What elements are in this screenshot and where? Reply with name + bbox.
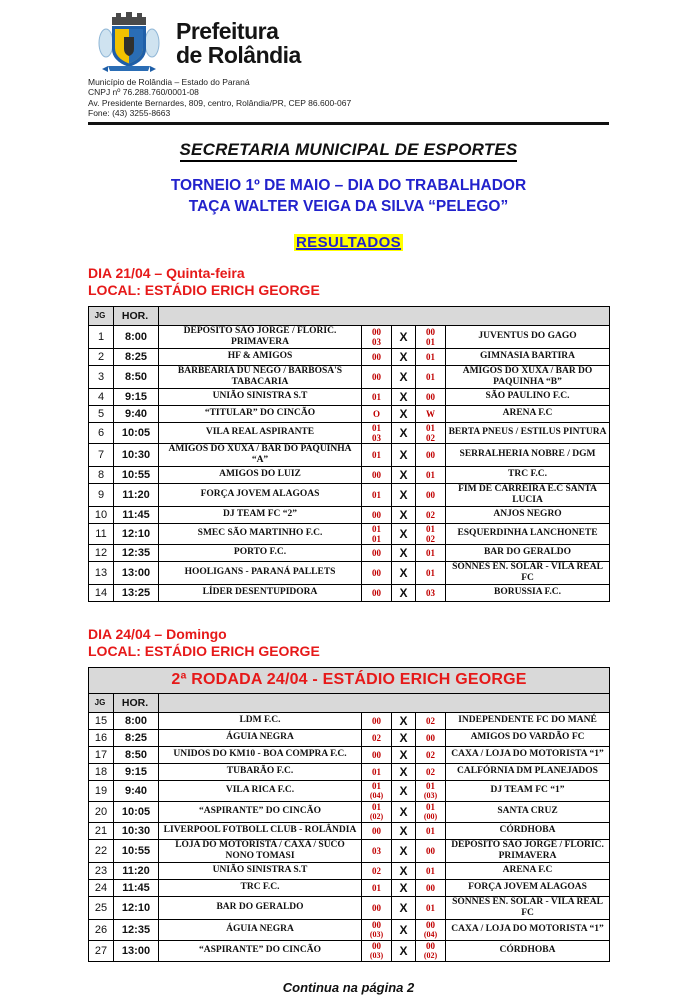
- results-table-day1: [88, 306, 610, 602]
- home-team: UNIÃO SINISTRA S.T: [159, 862, 362, 879]
- match-number: 15: [89, 712, 114, 729]
- coat-of-arms-icon: [98, 9, 160, 73]
- home-score: 01: [362, 483, 392, 506]
- away-score: 02: [416, 506, 446, 523]
- home-score: 03: [362, 839, 392, 862]
- home-score: 01: [362, 388, 392, 405]
- home-score: 01 (02): [362, 801, 392, 822]
- match-number: 14: [89, 584, 114, 601]
- away-team: ANJOS NEGRO: [446, 506, 610, 523]
- score-separator: X: [392, 746, 416, 763]
- home-team: LDM F.C.: [159, 712, 362, 729]
- table2-header: [89, 667, 610, 712]
- match-time: 13:00: [114, 561, 159, 584]
- away-score: 01: [416, 822, 446, 839]
- home-team: SMEC SÃO MARTINHO F.C.: [159, 523, 362, 544]
- home-team: LIVERPOOL FOTBOLL CLUB - ROLÂNDIA: [159, 822, 362, 839]
- match-time: 10:55: [114, 839, 159, 862]
- away-team: FIM DE CARREIRA E.C SANTA LUCIA: [446, 483, 610, 506]
- score-separator: X: [392, 763, 416, 780]
- home-team: UNIDOS DO KM10 - BOA COMPRA F.C.: [159, 746, 362, 763]
- match-row: [89, 879, 610, 896]
- match-time: 8:25: [114, 729, 159, 746]
- away-team: CAXA / LOJA DO MOTORISTA “1”: [446, 919, 610, 940]
- table2-body: [89, 712, 610, 961]
- section2-day: DIA 24/04 – Domingo: [88, 625, 227, 642]
- home-score: O: [362, 405, 392, 422]
- page-footer: Continua na página 2: [282, 979, 415, 995]
- match-number: 25: [89, 896, 114, 919]
- match-row: [89, 388, 610, 405]
- home-team: “ASPIRANTE” DO CINCÃO: [159, 940, 362, 961]
- section2-local: LOCAL: ESTÁDIO ERICH GEORGE: [88, 642, 320, 659]
- home-team: UNIÃO SINISTRA S.T: [159, 388, 362, 405]
- match-row: [89, 544, 610, 561]
- away-score: W: [416, 405, 446, 422]
- score-separator: X: [392, 561, 416, 584]
- away-score: 01: [416, 896, 446, 919]
- home-score: 00 03: [362, 325, 392, 348]
- away-score: 01 02: [416, 422, 446, 443]
- away-score: 00 (04): [416, 919, 446, 940]
- home-score: 01 03: [362, 422, 392, 443]
- score-separator: X: [392, 712, 416, 729]
- match-number: 26: [89, 919, 114, 940]
- home-team: BARBEARIA DU NEGO / BARBOSA'S TABACARIA: [159, 365, 362, 388]
- home-score: 01 01: [362, 523, 392, 544]
- match-time: 8:00: [114, 325, 159, 348]
- match-row: [89, 561, 610, 584]
- home-score: 00: [362, 561, 392, 584]
- match-time: 10:55: [114, 466, 159, 483]
- results-heading-wrap: [88, 234, 609, 252]
- away-score: 02: [416, 763, 446, 780]
- match-time: 12:10: [114, 523, 159, 544]
- org-name-line1: Prefeitura: [176, 18, 279, 44]
- away-team: SÃO PAULINO F.C.: [446, 388, 610, 405]
- score-separator: X: [392, 443, 416, 466]
- match-row: [89, 348, 610, 365]
- match-time: 12:35: [114, 919, 159, 940]
- col-header-jg: JG: [89, 693, 114, 712]
- away-team: CALFÓRNIA DM PLANEJADOS: [446, 763, 610, 780]
- section1-heading: [88, 265, 609, 299]
- match-row: [89, 763, 610, 780]
- home-score: 01: [362, 763, 392, 780]
- score-separator: X: [392, 801, 416, 822]
- match-number: 10: [89, 506, 114, 523]
- score-separator: X: [392, 506, 416, 523]
- section1-local: LOCAL: ESTÁDIO ERICH GEORGE: [88, 281, 320, 298]
- match-time: 12:10: [114, 896, 159, 919]
- address-line: Fone: (43) 3255-8663: [88, 108, 171, 119]
- tournament-title: [88, 175, 609, 217]
- letterhead: [98, 0, 609, 73]
- col-header-hor: HOR.: [114, 693, 159, 712]
- match-row: [89, 405, 610, 422]
- match-number: 7: [89, 443, 114, 466]
- match-time: 11:20: [114, 862, 159, 879]
- away-score: 03: [416, 584, 446, 601]
- away-team: SERRALHERIA NOBRE / DGM: [446, 443, 610, 466]
- org-name-line2: de Rolândia: [176, 42, 301, 68]
- home-score: 00: [362, 746, 392, 763]
- score-separator: X: [392, 780, 416, 801]
- away-team: CAXA / LOJA DO MOTORISTA “1”: [446, 746, 610, 763]
- table2-header-row: [89, 693, 610, 712]
- col-header-jg: JG: [89, 306, 114, 325]
- match-row: [89, 466, 610, 483]
- home-team: AMIGOS DO XUXA / BAR DO PAQUINHA “A”: [159, 443, 362, 466]
- away-score: 02: [416, 746, 446, 763]
- home-score: 00: [362, 822, 392, 839]
- score-separator: X: [392, 919, 416, 940]
- home-score: 00: [362, 365, 392, 388]
- header-divider: [88, 122, 609, 125]
- away-score: 01: [416, 862, 446, 879]
- score-separator: X: [392, 466, 416, 483]
- match-row: [89, 839, 610, 862]
- home-team: HOOLIGANS - PARANÁ PALLETS: [159, 561, 362, 584]
- match-number: 8: [89, 466, 114, 483]
- match-number: 17: [89, 746, 114, 763]
- score-separator: X: [392, 483, 416, 506]
- match-number: 4: [89, 388, 114, 405]
- away-score: 01 02: [416, 523, 446, 544]
- score-separator: X: [392, 365, 416, 388]
- round-banner-row: [89, 667, 610, 693]
- away-team: BAR DO GERALDO: [446, 544, 610, 561]
- home-score: 00: [362, 466, 392, 483]
- org-name: [176, 19, 301, 67]
- away-team: AMIGOS DO VARDÃO FC: [446, 729, 610, 746]
- match-time: 8:00: [114, 712, 159, 729]
- away-score: 01: [416, 466, 446, 483]
- match-row: [89, 483, 610, 506]
- match-row: [89, 801, 610, 822]
- home-team: “ASPIRANTE” DO CINCÃO: [159, 801, 362, 822]
- match-row: [89, 940, 610, 961]
- score-separator: X: [392, 422, 416, 443]
- home-team: FORÇA JOVEM ALAGOAS: [159, 483, 362, 506]
- away-team: SONNES EN. SOLAR - VILA REAL FC: [446, 561, 610, 584]
- score-separator: X: [392, 348, 416, 365]
- home-score: 01: [362, 879, 392, 896]
- col-header-hor: HOR.: [114, 306, 159, 325]
- away-score: 00: [416, 839, 446, 862]
- score-separator: X: [392, 839, 416, 862]
- match-time: 9:15: [114, 388, 159, 405]
- address-block: [88, 77, 609, 119]
- match-time: 12:35: [114, 544, 159, 561]
- away-score: 01: [416, 348, 446, 365]
- match-number: 22: [89, 839, 114, 862]
- table1-header-row: [89, 306, 610, 325]
- match-time: 8:50: [114, 746, 159, 763]
- match-number: 1: [89, 325, 114, 348]
- section2-heading: [88, 626, 609, 660]
- away-team: SONNES EN. SOLAR - VILA REAL FC: [446, 896, 610, 919]
- match-time: 9:15: [114, 763, 159, 780]
- score-separator: X: [392, 584, 416, 601]
- match-row: [89, 506, 610, 523]
- home-score: 00 (03): [362, 919, 392, 940]
- match-time: 9:40: [114, 780, 159, 801]
- away-team: ARENA F.C: [446, 862, 610, 879]
- score-separator: X: [392, 862, 416, 879]
- table1-body: [89, 325, 610, 601]
- away-score: 00: [416, 443, 446, 466]
- away-team: AMIGOS DO XUXA / BAR DO PAQUINHA “B”: [446, 365, 610, 388]
- away-score: 00: [416, 729, 446, 746]
- home-team: BAR DO GERALDO: [159, 896, 362, 919]
- away-team: JUVENTUS DO GAGO: [446, 325, 610, 348]
- match-time: 9:40: [114, 405, 159, 422]
- away-score: 00: [416, 879, 446, 896]
- match-time: 11:20: [114, 483, 159, 506]
- match-row: [89, 443, 610, 466]
- away-team: BERTA PNEUS / ESTILUS PINTURA: [446, 422, 610, 443]
- match-row: [89, 919, 610, 940]
- home-score: 01: [362, 443, 392, 466]
- col-header-empty: [159, 306, 610, 325]
- away-score: 01: [416, 561, 446, 584]
- match-time: 10:05: [114, 801, 159, 822]
- home-team: VILA REAL ASPIRANTE: [159, 422, 362, 443]
- match-number: 16: [89, 729, 114, 746]
- away-score: 00: [416, 388, 446, 405]
- home-team: AMIGOS DO LUIZ: [159, 466, 362, 483]
- home-team: TUBARÃO F.C.: [159, 763, 362, 780]
- away-team: GIMNASIA BARTIRA: [446, 348, 610, 365]
- match-row: [89, 325, 610, 348]
- address-line: Av. Presidente Bernardes, 809, centro, Rolândia/PR, CEP 86.600-067: [88, 97, 352, 108]
- away-team: DJ TEAM FC “1”: [446, 780, 610, 801]
- home-score: 00: [362, 712, 392, 729]
- home-score: 00 (03): [362, 940, 392, 961]
- match-time: 10:30: [114, 822, 159, 839]
- home-team: VILA RICA F.C.: [159, 780, 362, 801]
- score-separator: X: [392, 388, 416, 405]
- match-number: 5: [89, 405, 114, 422]
- match-row: [89, 896, 610, 919]
- match-row: [89, 780, 610, 801]
- home-score: 00: [362, 544, 392, 561]
- score-separator: X: [392, 325, 416, 348]
- home-score: 00: [362, 506, 392, 523]
- away-score: 00: [416, 483, 446, 506]
- tournament-title-line1: TORNEIO 1º DE MAIO – DIA DO TRABALHADOR: [170, 176, 527, 194]
- home-team: PORTO F.C.: [159, 544, 362, 561]
- round-banner: 2ª RODADA 24/04 - ESTÁDIO ERICH GEORGE: [89, 667, 610, 693]
- match-time: 13:00: [114, 940, 159, 961]
- match-time: 11:45: [114, 506, 159, 523]
- match-row: [89, 584, 610, 601]
- home-score: 02: [362, 862, 392, 879]
- score-separator: X: [392, 544, 416, 561]
- table1-header: [89, 306, 610, 325]
- away-score: 00 (02): [416, 940, 446, 961]
- address-line: Município de Rolândia – Estado do Paraná: [88, 77, 250, 87]
- match-number: 27: [89, 940, 114, 961]
- department-title-text: SECRETARIA MUNICIPAL DE ESPORTES: [180, 140, 518, 162]
- home-team: “TITULAR” DO CINCÃO: [159, 405, 362, 422]
- match-time: 10:30: [114, 443, 159, 466]
- match-row: [89, 862, 610, 879]
- home-score: 00: [362, 584, 392, 601]
- away-team: FORÇA JOVEM ALAGOAS: [446, 879, 610, 896]
- match-number: 13: [89, 561, 114, 584]
- away-team: ARENA F.C: [446, 405, 610, 422]
- match-number: 2: [89, 348, 114, 365]
- match-time: 8:50: [114, 365, 159, 388]
- match-number: 11: [89, 523, 114, 544]
- match-number: 12: [89, 544, 114, 561]
- tournament-title-line2: TAÇA WALTER VEIGA DA SILVA “PELEGO”: [188, 197, 509, 215]
- match-number: 20: [89, 801, 114, 822]
- address-line: CNPJ nº 76.288.760/0001-08: [88, 87, 199, 98]
- match-row: [89, 822, 610, 839]
- away-team: CÓRDHOBA: [446, 940, 610, 961]
- match-number: 21: [89, 822, 114, 839]
- away-team: DEPÓSITO SÃO JORGE / FLORIC. PRIMAVERA: [446, 839, 610, 862]
- match-row: [89, 746, 610, 763]
- match-time: 13:25: [114, 584, 159, 601]
- score-separator: X: [392, 729, 416, 746]
- match-row: [89, 365, 610, 388]
- match-number: 18: [89, 763, 114, 780]
- match-number: 24: [89, 879, 114, 896]
- home-score: 01 (04): [362, 780, 392, 801]
- match-number: 3: [89, 365, 114, 388]
- match-row: [89, 712, 610, 729]
- home-team: LOJA DO MOTORISTA / CAXA / SUCO NONO TOMASI: [159, 839, 362, 862]
- home-score: 00: [362, 348, 392, 365]
- away-team: CÓRDHOBA: [446, 822, 610, 839]
- away-score: 01 (03): [416, 780, 446, 801]
- home-team: DJ TEAM FC “2”: [159, 506, 362, 523]
- match-time: 8:25: [114, 348, 159, 365]
- col-header-empty: [159, 693, 610, 712]
- away-team: INDEPENDENTE FC DO MANÉ: [446, 712, 610, 729]
- match-row: [89, 523, 610, 544]
- away-team: BORUSSIA F.C.: [446, 584, 610, 601]
- score-separator: X: [392, 879, 416, 896]
- match-row: [89, 422, 610, 443]
- department-title: [88, 140, 609, 160]
- home-team: LÍDER DESENTUPIDORA: [159, 584, 362, 601]
- score-separator: X: [392, 405, 416, 422]
- score-separator: X: [392, 822, 416, 839]
- home-team: ÁGUIA NEGRA: [159, 919, 362, 940]
- away-score: 01: [416, 544, 446, 561]
- away-score: 00 01: [416, 325, 446, 348]
- score-separator: X: [392, 523, 416, 544]
- match-number: 9: [89, 483, 114, 506]
- section1-day: DIA 21/04 – Quinta-feira: [88, 264, 245, 281]
- match-time: 11:45: [114, 879, 159, 896]
- away-team: ESQUERDINHA LANCHONETE: [446, 523, 610, 544]
- home-score: 02: [362, 729, 392, 746]
- results-heading: RESULTADOS: [295, 233, 402, 251]
- home-team: DEPÓSITO SÃO JORGE / FLORIC. PRIMAVERA: [159, 325, 362, 348]
- away-score: 01 (00): [416, 801, 446, 822]
- home-team: ÁGUIA NEGRA: [159, 729, 362, 746]
- match-number: 23: [89, 862, 114, 879]
- score-separator: X: [392, 896, 416, 919]
- match-time: 10:05: [114, 422, 159, 443]
- home-score: 00: [362, 896, 392, 919]
- score-separator: X: [392, 940, 416, 961]
- away-score: 02: [416, 712, 446, 729]
- home-team: HF & AMIGOS: [159, 348, 362, 365]
- home-team: TRC F.C.: [159, 879, 362, 896]
- match-row: [89, 729, 610, 746]
- match-number: 6: [89, 422, 114, 443]
- away-team: TRC F.C.: [446, 466, 610, 483]
- away-team: SANTA CRUZ: [446, 801, 610, 822]
- away-score: 01: [416, 365, 446, 388]
- results-table-day2: [88, 667, 610, 962]
- match-number: 19: [89, 780, 114, 801]
